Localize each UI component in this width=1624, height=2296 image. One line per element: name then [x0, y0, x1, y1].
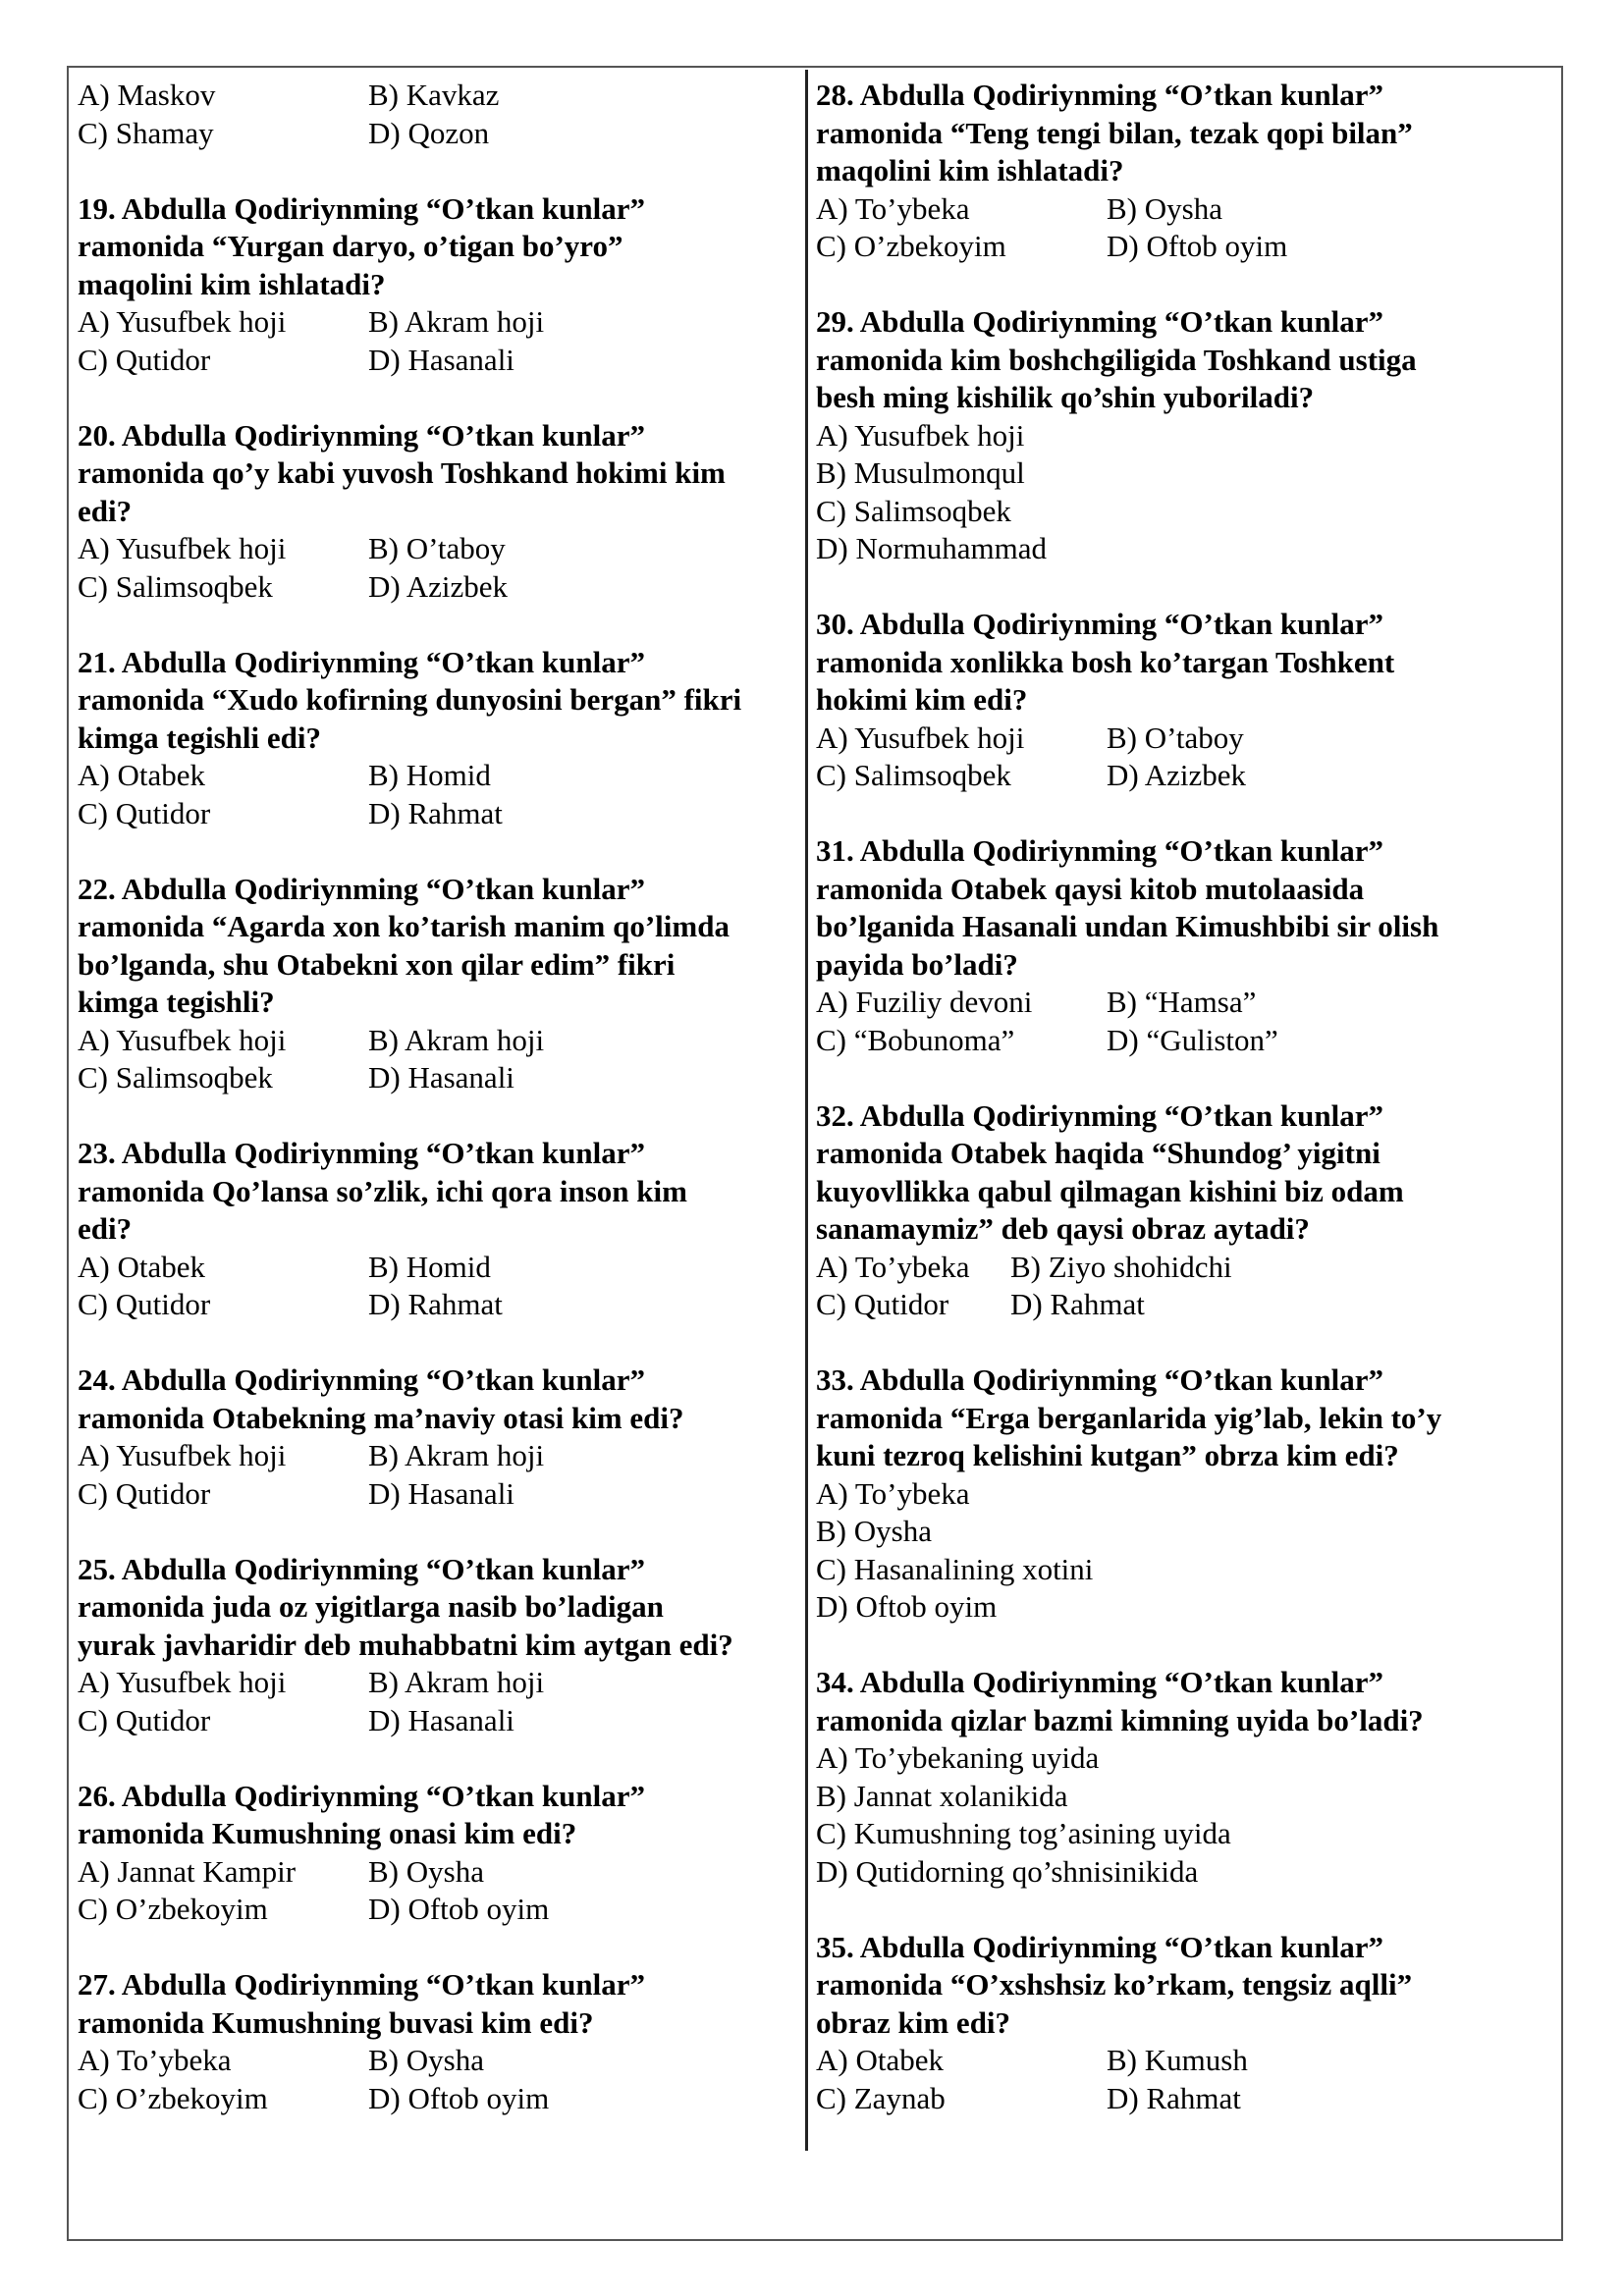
- question-block: [78, 1778, 799, 1929]
- left-questions: [78, 190, 799, 2118]
- question-text-line: 31. Abdulla Qodiriynming “O’tkan kunlar”: [816, 833, 1383, 868]
- option: B) Kumush: [1107, 2043, 1248, 2077]
- question-text-line: ramonida “Teng tengi bilan, tezak qopi bilan”: [816, 115, 1413, 150]
- option-row: [816, 1022, 1543, 1060]
- question-text-line: ramonida kim boshchgiligida Toshkand ustiga: [816, 342, 1417, 377]
- question-text-line: ramonida Kumushning onasi kim edi?: [78, 1816, 577, 1850]
- option: A) Yusufbek hoji: [78, 1438, 287, 1472]
- option: C) Qutidor: [78, 342, 211, 377]
- option: A) Otabek: [78, 1249, 205, 1284]
- option-row: [78, 1249, 799, 1287]
- option: C) O’zbekoyim: [78, 1892, 268, 1926]
- option: C) Salimsoqbek: [816, 758, 1011, 792]
- option: D) Oftob oyim: [816, 1589, 998, 1624]
- question-text-line: ramonida Qo’lansa so’zlik, ichi qora inson kim: [78, 1173, 687, 1208]
- option: D) Azizbek: [368, 568, 509, 604]
- option: C) Qutidor: [78, 795, 211, 830]
- option: B) Oysha: [816, 1514, 932, 1548]
- option-row: [78, 1437, 799, 1475]
- option-row: [816, 228, 1543, 266]
- question-block: [816, 303, 1543, 568]
- question-block: [78, 1966, 799, 2117]
- question-text-line: ramonida “O’xshshsiz ko’rkam, tengsiz aqlli”: [816, 1967, 1413, 2002]
- option: B) Akram hoji: [368, 304, 545, 339]
- option: A) Yusufbek hoji: [816, 417, 1025, 453]
- question-block: [816, 1097, 1543, 1324]
- option-row: [78, 77, 799, 115]
- option-row: [816, 2042, 1543, 2080]
- option: B) Akram hoji: [368, 1665, 545, 1699]
- question-text-line: ramonida Otabekning ma’naviy otasi kim edi?: [78, 1400, 684, 1435]
- top-options-block: [78, 77, 799, 152]
- option: D) Rahmat: [1010, 1287, 1145, 1321]
- right-questions: [816, 77, 1543, 2117]
- question-block: [78, 417, 799, 607]
- option: B) Homid: [368, 758, 491, 792]
- option-row: [78, 303, 799, 342]
- option-row: [78, 1853, 799, 1892]
- option-row: [816, 757, 1543, 795]
- option: A) Yusufbek hoji: [78, 1665, 287, 1699]
- option-row: [78, 115, 799, 153]
- option: A) Maskov: [78, 78, 216, 112]
- left-column: [78, 77, 799, 2156]
- question-block: [78, 1362, 799, 1513]
- option: D) Oftob oyim: [368, 2080, 550, 2115]
- option: A) To’ybeka: [816, 1475, 970, 1511]
- option: C) Qutidor: [78, 1702, 211, 1737]
- option-row: [78, 1702, 799, 1740]
- question-text-line: 23. Abdulla Qodiriynming “O’tkan kunlar”: [78, 1136, 645, 1170]
- question-text-line: ramonida juda oz yigitlarga nasib bo’ladigan: [78, 1589, 664, 1624]
- option: B) Oysha: [1107, 190, 1222, 226]
- question-text-line: 35. Abdulla Qodiriynming “O’tkan kunlar”: [816, 1929, 1383, 1964]
- question-text-line: 33. Abdulla Qodiriynming “O’tkan kunlar”: [816, 1362, 1383, 1397]
- question-block: [78, 644, 799, 833]
- option: B) Kavkaz: [368, 78, 500, 112]
- question-text-line: bo’lganida Hasanali undan Kimushbibi sir olish: [816, 909, 1439, 943]
- question-text-line: ramonida xonlikka bosh ko’targan Toshkent: [816, 644, 1395, 679]
- question-text-line: bo’lganda, shu Otabekni xon qilar edim” fikri: [78, 946, 676, 982]
- option: D) Rahmat: [368, 1287, 503, 1321]
- option-row: [78, 1664, 799, 1702]
- question-text-line: edi?: [78, 1211, 133, 1246]
- option: B) Akram hoji: [368, 1438, 545, 1472]
- question-text-line: ramonida “Agarda xon ko’tarish manim qo’limda: [78, 909, 730, 943]
- question-text-line: 34. Abdulla Qodiriynming “O’tkan kunlar”: [816, 1665, 1383, 1699]
- question-text-line: kuyovllikka qabul qilmagan kishini biz odam: [816, 1173, 1404, 1208]
- option: C) Qutidor: [816, 1287, 949, 1321]
- option: B) Akram hoji: [368, 1022, 545, 1057]
- question-text-line: 28. Abdulla Qodiriynming “O’tkan kunlar”: [816, 78, 1383, 112]
- question-text-line: obraz kim edi?: [816, 2004, 1011, 2040]
- option: C) Shamay: [78, 115, 214, 150]
- option-row: [78, 757, 799, 795]
- option: D) Hasanali: [368, 1702, 514, 1737]
- option: C) O’zbekoyim: [78, 2080, 268, 2115]
- question-block: [78, 1135, 799, 1324]
- question-block: [816, 606, 1543, 795]
- question-text-line: 29. Abdulla Qodiriynming “O’tkan kunlar”: [816, 304, 1383, 339]
- option: B) Ziyo shohidchi: [1010, 1249, 1232, 1284]
- option: B) Musulmonqul: [816, 455, 1025, 490]
- column-divider: [805, 70, 808, 2151]
- question-text-line: ramonida qizlar bazmi kimning uyida bo’ladi?: [816, 1702, 1424, 1737]
- question-text-line: ramonida Otabek haqida “Shundog’ yigitni: [816, 1136, 1380, 1170]
- option-row: [78, 342, 799, 380]
- option: D) Hasanali: [368, 342, 514, 377]
- option: C) Salimsoqbek: [78, 1060, 273, 1095]
- question-text-line: kimga tegishli?: [78, 985, 275, 1019]
- option-row: [78, 530, 799, 568]
- option: D) Oftob oyim: [368, 1892, 550, 1926]
- question-text-line: 20. Abdulla Qodiriynming “O’tkan kunlar”: [78, 417, 645, 453]
- option: A) To’ybeka: [816, 190, 970, 226]
- option: A) To’ybeka: [816, 1249, 970, 1284]
- option: B) Oysha: [368, 2043, 484, 2077]
- option: A) Yusufbek hoji: [78, 1022, 287, 1057]
- option: C) Salimsoqbek: [78, 568, 273, 604]
- option: D) Azizbek: [1107, 758, 1247, 792]
- option: D) Normuhammad: [816, 531, 1048, 565]
- option-row: [816, 190, 1543, 229]
- option-row: [78, 1475, 799, 1514]
- question-text-line: 24. Abdulla Qodiriynming “O’tkan kunlar”: [78, 1362, 645, 1397]
- question-text-line: maqolini kim ishlatadi?: [78, 266, 386, 301]
- question-text-line: 32. Abdulla Qodiriynming “O’tkan kunlar”: [816, 1097, 1383, 1133]
- option: C) Qutidor: [78, 1287, 211, 1321]
- question-text-line: 25. Abdulla Qodiriynming “O’tkan kunlar”: [78, 1551, 645, 1586]
- question-text-line: 26. Abdulla Qodiriynming “O’tkan kunlar”: [78, 1778, 645, 1813]
- question-text-line: ramonida Otabek qaysi kitob mutolaasida: [816, 871, 1365, 906]
- option-row: [816, 1249, 1543, 1287]
- option-row: [78, 795, 799, 833]
- option: B) Jannat xolanikida: [816, 1778, 1068, 1813]
- question-text-line: sanamaymiz” deb qaysi obraz aytadi?: [816, 1211, 1310, 1246]
- option-row: [816, 984, 1543, 1022]
- question-text-line: maqolini kim ishlatadi?: [816, 153, 1124, 187]
- question-block: [816, 77, 1543, 266]
- option: A) Otabek: [78, 758, 205, 792]
- option: B) “Hamsa”: [1107, 985, 1257, 1019]
- option: B) O’taboy: [1107, 720, 1244, 755]
- question-text-line: ramonida qo’y kabi yuvosh Toshkand hokimi kim: [78, 455, 726, 490]
- option: A) Otabek: [816, 2043, 944, 2077]
- option: C) O’zbekoyim: [816, 229, 1006, 263]
- question-text-line: payida bo’ladi?: [816, 946, 1018, 982]
- question-text-line: 21. Abdulla Qodiriynming “O’tkan kunlar”: [78, 644, 645, 679]
- option: A) Yusufbek hoji: [816, 720, 1025, 755]
- option: A) To’ybeka: [78, 2043, 232, 2077]
- question-text-line: ramonida “Erga berganlarida yig’lab, lekin to’y: [816, 1400, 1442, 1435]
- question-text-line: ramonida “Xudo kofirning dunyosini bergan” fikri: [78, 682, 742, 717]
- option: D) Rahmat: [368, 795, 503, 830]
- option: A) Yusufbek hoji: [78, 304, 287, 339]
- question-block: [78, 871, 799, 1097]
- question-block: [816, 832, 1543, 1059]
- option-row: [816, 2080, 1543, 2118]
- option: D) “Guliston”: [1107, 1022, 1278, 1057]
- question-text-line: besh ming kishilik qo’shin yuboriladi?: [816, 380, 1315, 414]
- right-column: [816, 77, 1543, 2156]
- option: D) Oftob oyim: [1107, 229, 1288, 263]
- option: B) O’taboy: [368, 531, 506, 565]
- question-text-line: edi?: [78, 493, 133, 528]
- option-row: [78, 568, 799, 607]
- option-row: [78, 1059, 799, 1097]
- option: C) Kumushning tog’asining uyida: [816, 1816, 1231, 1850]
- option: D) Hasanali: [368, 1475, 514, 1511]
- option: A) Yusufbek hoji: [78, 531, 287, 565]
- option: C) Zaynab: [816, 2080, 946, 2115]
- question-text-line: yurak javharidir deb muhabbatni kim aytgan edi?: [78, 1627, 733, 1662]
- option: B) Homid: [368, 1249, 491, 1284]
- option-row: [78, 1891, 799, 1929]
- option: C) Qutidor: [78, 1475, 211, 1511]
- question-text-line: kimga tegishli edi?: [78, 720, 322, 755]
- option: A) Fuziliy devoni: [816, 985, 1033, 1019]
- question-text-line: 19. Abdulla Qodiriynming “O’tkan kunlar”: [78, 190, 645, 226]
- option-row: [816, 720, 1543, 758]
- question-text-line: ramonida Kumushning buvasi kim edi?: [78, 2004, 594, 2040]
- question-block: [78, 1551, 799, 1740]
- option-row: [78, 1022, 799, 1060]
- option: B) Oysha: [368, 1853, 484, 1889]
- question-text-line: kuni tezroq kelishini kutgan” obrza kim edi?: [816, 1438, 1399, 1472]
- question-block: [816, 1362, 1543, 1627]
- option-row: [78, 1286, 799, 1324]
- option: A) To’ybekaning uyida: [816, 1740, 1100, 1775]
- option: D) Qutidorning qo’shnisinikida: [816, 1853, 1199, 1889]
- option: C) Hasanalining xotini: [816, 1551, 1094, 1586]
- option: C) Salimsoqbek: [816, 493, 1011, 528]
- question-text-line: 22. Abdulla Qodiriynming “O’tkan kunlar”: [78, 871, 645, 906]
- question-text-line: 27. Abdulla Qodiriynming “O’tkan kunlar”: [78, 1967, 645, 2002]
- question-text-line: ramonida “Yurgan daryo, o’tigan bo’yro”: [78, 229, 623, 263]
- question-block: [816, 1929, 1543, 2118]
- question-text-line: 30. Abdulla Qodiriynming “O’tkan kunlar”: [816, 607, 1383, 641]
- option-row: [78, 2042, 799, 2080]
- question-block: [816, 1664, 1543, 1891]
- option: D) Hasanali: [368, 1060, 514, 1095]
- question-text-line: hokimi kim edi?: [816, 682, 1028, 717]
- option: A) Jannat Kampir: [78, 1853, 297, 1889]
- option: C) “Bobunoma”: [816, 1022, 1015, 1057]
- option-row: [816, 1286, 1543, 1324]
- question-block: [78, 190, 799, 380]
- option: D) Qozon: [368, 115, 490, 150]
- option-row: [78, 2080, 799, 2118]
- option: D) Rahmat: [1107, 2080, 1241, 2115]
